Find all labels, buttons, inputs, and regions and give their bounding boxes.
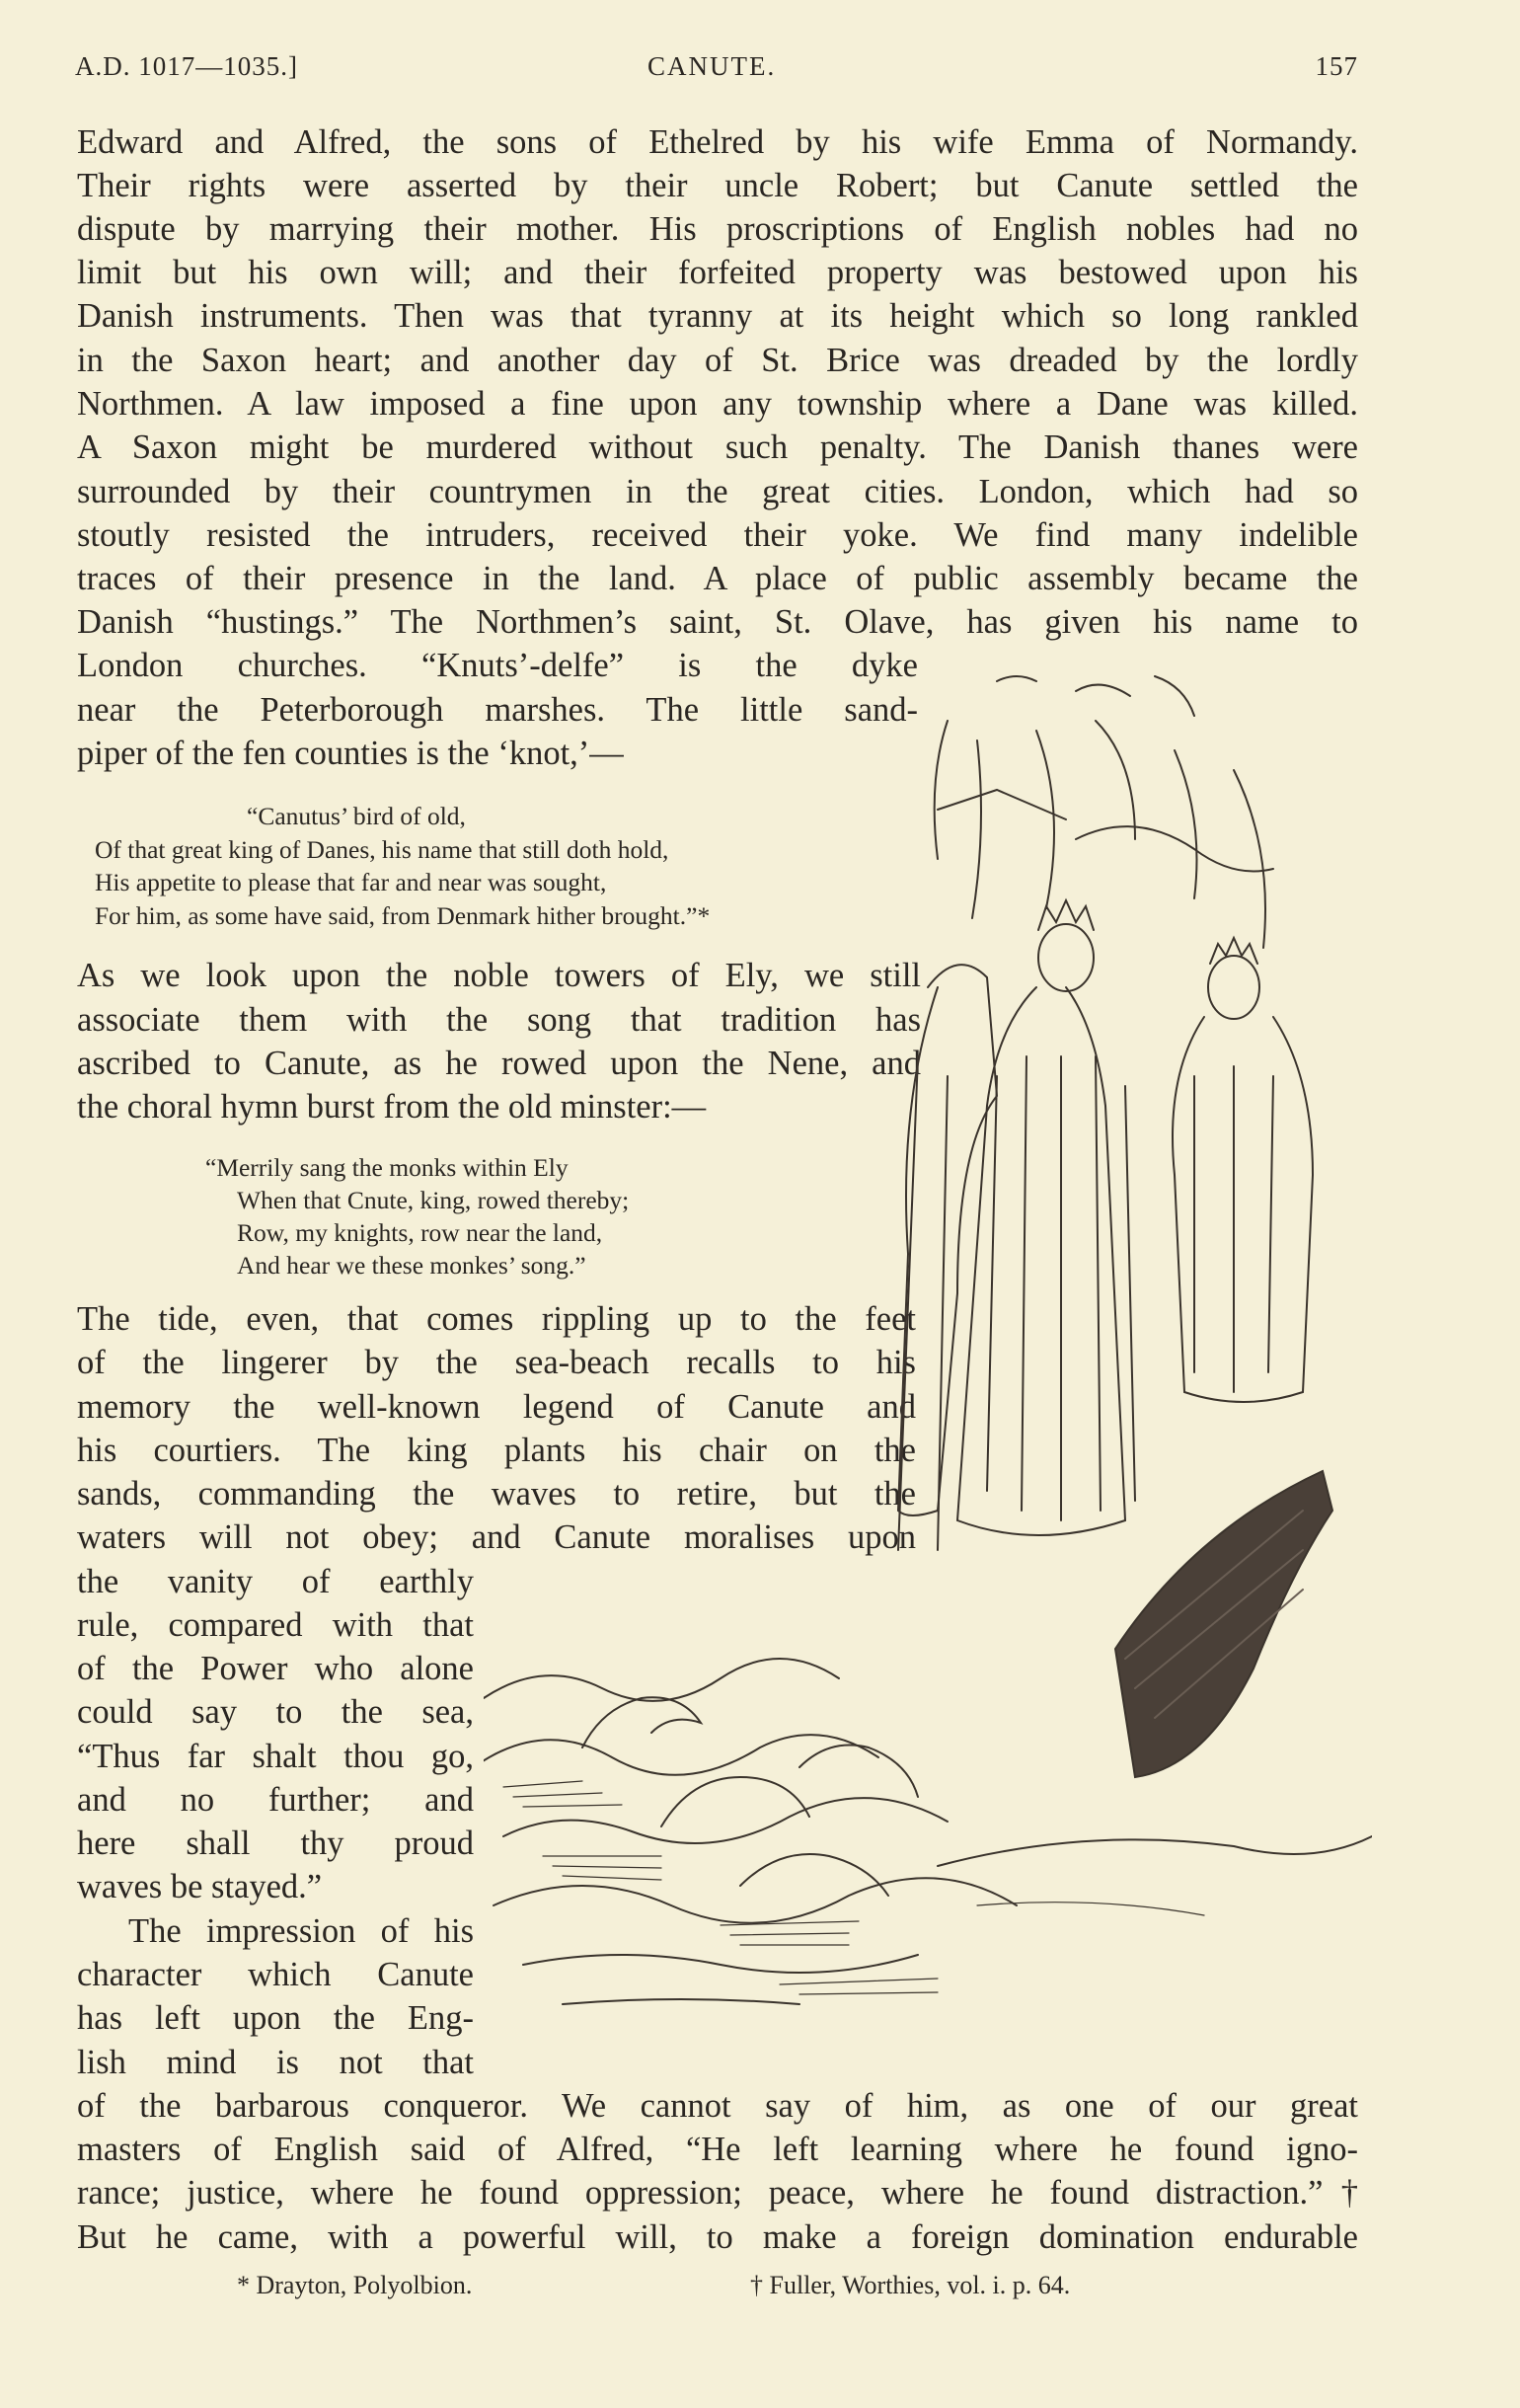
text-line: of the lingerer by the sea-beach recalls to his <box>77 1344 916 1381</box>
text-line: Their rights were asserted by their uncle Robert; but Canute settled the <box>77 167 1358 204</box>
text-line: Danish instruments. Then was that tyranny at its height which so long rankled <box>77 297 1358 335</box>
text-line: dispute by marrying their mother. His proscriptions of English nobles had no <box>77 210 1358 248</box>
text-line: in the Saxon heart; and another day of St. Brice was dreaded by the lordly <box>77 342 1358 379</box>
text-line: the choral hymn burst from the old minster:— <box>77 1088 707 1126</box>
text-line: A Saxon might be murdered without such penalty. The Danish thanes were <box>77 428 1358 466</box>
verse-line: For him, as some have said, from Denmark hither brought.”* <box>95 901 711 930</box>
text-line: lish mind is not that <box>77 2044 474 2081</box>
text-line: stoutly resisted the intruders, received their yoke. We find many indelible <box>77 516 1358 554</box>
text-line: London churches. “Knuts’-delfe” is the dyke <box>77 647 918 684</box>
text-line: his courtiers. The king plants his chair on the <box>77 1432 916 1469</box>
page-number: 157 <box>1315 51 1358 81</box>
text-line: here shall thy proud <box>77 1825 474 1862</box>
text-line: piper of the fen counties is the ‘knot,’— <box>77 735 624 772</box>
text-line: could say to the sea, <box>77 1693 474 1731</box>
text-line: near the Peterborough marshes. The little sand- <box>77 691 918 729</box>
running-header <box>75 51 1358 91</box>
text-line: “Thus far shalt thou go, <box>77 1738 474 1775</box>
verse-line: And hear we these monkes’ song.” <box>237 1251 586 1280</box>
verse-line: His appetite to please that far and near was sought, <box>95 868 607 896</box>
text-line: waves be stayed.” <box>77 1868 323 1905</box>
text-line: waters will not obey; and Canute moralises upon <box>77 1518 916 1556</box>
text-line: and no further; and <box>77 1781 474 1819</box>
text-line: sands, commanding the waves to retire, but the <box>77 1475 916 1513</box>
text-line: Northmen. A law imposed a fine upon any township where a Dane was killed. <box>77 385 1358 423</box>
text-line: traces of their presence in the land. A place of public assembly became the <box>77 560 1358 597</box>
text-line: Danish “hustings.” The Northmen’s saint, St. Olave, has given his name to <box>77 603 1358 641</box>
text-line: associate them with the song that tradition has <box>77 1001 921 1039</box>
verse-line: When that Cnute, king, rowed thereby; <box>237 1186 630 1214</box>
verse-line: Row, my knights, row near the land, <box>237 1218 603 1247</box>
verse-line: “Merrily sang the monks within Ely <box>205 1153 569 1182</box>
text-line: of the Power who alone <box>77 1650 474 1687</box>
text-line: As we look upon the noble towers of Ely, we still <box>77 957 921 994</box>
header-date-range: A.D. 1017—1035.] <box>75 51 298 81</box>
text-line: The impression of his <box>128 1912 474 1950</box>
text-line: Edward and Alfred, the sons of Ethelred by his wife Emma of Normandy. <box>77 123 1358 161</box>
text-line: rule, compared with that <box>77 1606 474 1644</box>
canute-waves-engraving <box>484 661 1372 2054</box>
text-line: the vanity of earthly <box>77 1563 474 1600</box>
text-line: character which Canute <box>77 1956 474 1993</box>
text-line: has left upon the Eng- <box>77 1999 474 2037</box>
text-line: ascribed to Canute, as he rowed upon the Nene, and <box>77 1045 921 1082</box>
text-line: rance; justice, where he found oppression; peace, where he found distraction.”† <box>77 2174 1358 2212</box>
text-line: masters of English said of Alfred, “He left learning where he found igno- <box>77 2131 1358 2168</box>
text-line: The tide, even, that comes rippling up to the feet <box>77 1300 916 1338</box>
text-line: memory the well-known legend of Canute and <box>77 1388 916 1426</box>
text-line: But he came, with a powerful will, to make a foreign domination endurable <box>77 2218 1358 2256</box>
verse-line: “Canutus’ bird of old, <box>247 802 466 830</box>
verse-line: Of that great king of Danes, his name that still doth hold, <box>95 835 669 864</box>
footnote-fuller: † Fuller, Worthies, vol. i. p. 64. <box>750 2271 1071 2299</box>
text-line: of the barbarous conqueror. We cannot say of him, as one of our great <box>77 2087 1358 2125</box>
text-line: surrounded by their countrymen in the great cities. London, which had so <box>77 473 1358 510</box>
text-line: limit but his own will; and their forfeited property was bestowed upon his <box>77 254 1358 291</box>
header-chapter-title: CANUTE. <box>647 51 777 81</box>
footnote-drayton: * Drayton, Polyolbion. <box>237 2271 473 2299</box>
